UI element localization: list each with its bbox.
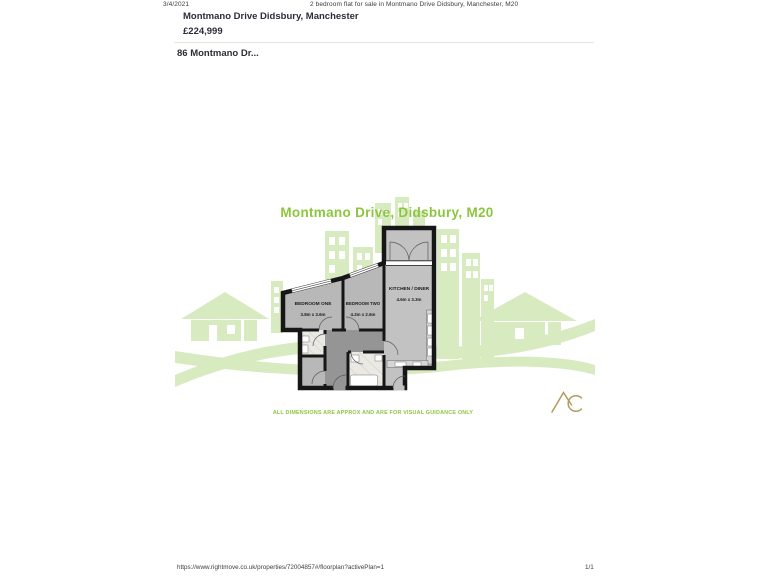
property-price: £224,999	[183, 26, 223, 37]
print-footer-page: 1/1	[585, 564, 594, 571]
bedroom-one-label: BEDROOM ONE	[294, 302, 332, 307]
bedroom-two-floor	[343, 263, 384, 330]
print-doc-title: 2 bedroom flat for sale in Montmano Drive Didsbury, Manchester, M20	[310, 1, 519, 8]
kitchen-diner-dimensions: 4.6m x 3.3m	[396, 297, 422, 302]
bedroom-one-dimensions: 3.8m x 3.6m	[300, 312, 326, 317]
floorplan-title: Montmano Drive, Didsbury, M20	[280, 205, 494, 220]
floorplan-svg	[175, 195, 595, 427]
header-divider	[174, 42, 594, 43]
floorplan-figure	[175, 195, 595, 427]
print-footer-url: https://www.rightmove.co.uk/properties/72004857#/floorplan?activePlan=1	[177, 564, 385, 571]
bedroom-two-label: BEDROOM TWO	[345, 301, 381, 306]
kitchen-diner-label: KITCHEN / DINER	[388, 287, 430, 292]
store-floor	[300, 356, 325, 388]
house-left-illustration	[181, 292, 269, 341]
bedroom-two-dimensions: 4.2m x 2.6m	[350, 312, 376, 317]
dimensions-disclaimer: ALL DIMENSIONS ARE APPROX AND ARE FOR VISUAL GUIDANCE ONLY	[272, 410, 474, 416]
print-date: 3/4/2021	[163, 1, 190, 8]
property-address: Montmano Drive Didsbury, Manchester	[183, 11, 359, 22]
property-address-truncated: 86 Montmano Dr...	[177, 48, 259, 59]
ac-logo-icon	[552, 393, 582, 413]
